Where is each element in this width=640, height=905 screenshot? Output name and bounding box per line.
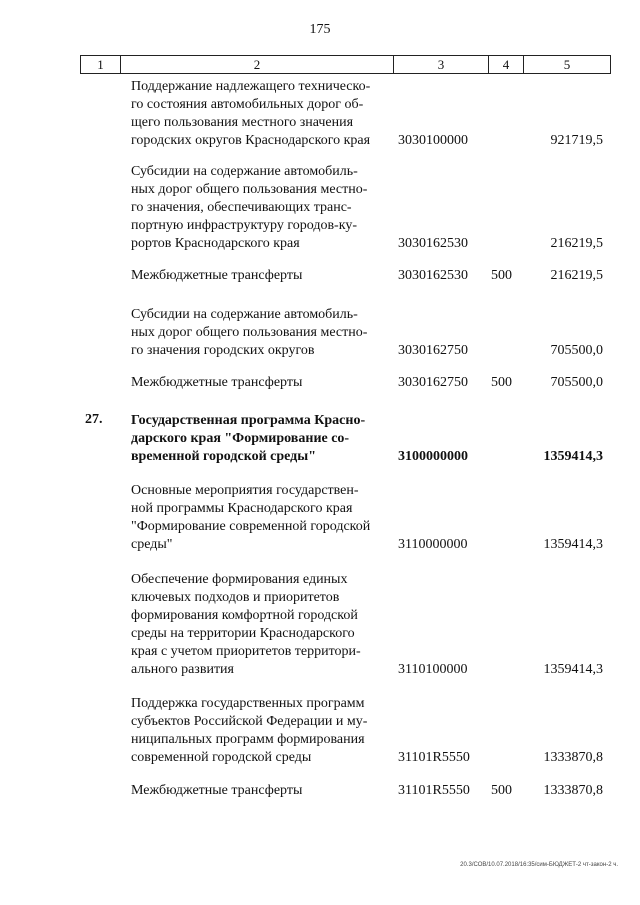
description-line: Межбюджетные трансферты	[131, 783, 303, 798]
amount: 921719,5	[550, 133, 603, 148]
target-code: 3110100000	[398, 662, 468, 677]
row-description	[131, 571, 393, 679]
amount: 1333870,8	[543, 750, 603, 765]
description-line: городских округов Краснодарского края	[131, 133, 371, 148]
row-description	[131, 695, 393, 767]
description-line: ключевых подходов и приоритетов	[131, 590, 340, 605]
description-line: субъектов Российской Федерации и му-	[131, 714, 368, 729]
amount: 705500,0	[550, 375, 603, 390]
target-code: 3030162750	[398, 343, 468, 358]
header-col-2: 2	[121, 56, 394, 73]
row-description	[131, 163, 393, 253]
header-col-5: 5	[563, 57, 571, 72]
description-line: рортов Краснодарского края	[131, 236, 300, 251]
header-col-4: 4	[489, 56, 524, 73]
amount: 705500,0	[550, 343, 603, 358]
description-line: Субсидии на содержание автомобиль-	[131, 307, 358, 322]
target-code: 3030162530	[398, 236, 468, 251]
expense-type-code: 500	[491, 783, 512, 798]
description-line: дарского края "Формирование со-	[131, 431, 350, 446]
target-code: 3030162750	[398, 375, 468, 390]
description-line: среды на территории Краснодарского	[131, 626, 355, 641]
amount: 1359414,3	[543, 449, 603, 464]
description-line: формирования комфортной городской	[131, 608, 358, 623]
description-line: Субсидии на содержание автомобиль-	[131, 164, 358, 179]
target-code: 3030100000	[398, 133, 468, 148]
expense-type-code: 500	[491, 375, 512, 390]
expense-type-code: 500	[491, 268, 512, 283]
table-header	[80, 55, 611, 74]
target-code: 3110000000	[398, 537, 468, 552]
description-line: временной городской среды"	[131, 449, 316, 464]
row-description	[131, 482, 393, 554]
footer-stamp: 20.3/СОВ/10.07.2018/16:35/сим-БЮДЖЕТ-2 чт-закон-2 ч.	[460, 862, 618, 868]
description-line: ниципальных программ формирования	[131, 732, 365, 747]
row-description	[131, 306, 393, 360]
row-description	[131, 782, 393, 800]
amount: 1359414,3	[543, 662, 603, 677]
description-line: "Формирование современной городской	[131, 519, 371, 534]
target-code: 31101R5550	[398, 783, 470, 798]
description-line: Поддержка государственных программ	[131, 696, 365, 711]
description-line: го значения, обеспечивающих транс-	[131, 200, 352, 215]
description-line: Государственная программа Красно-	[131, 413, 366, 428]
description-line: ных дорог общего пользования местно-	[131, 325, 368, 340]
description-line: Межбюджетные трансферты	[131, 268, 303, 283]
row-number: 27.	[85, 412, 103, 427]
description-line: щего пользования местного значения	[131, 115, 354, 130]
amount: 216219,5	[550, 236, 603, 251]
description-line: ных дорог общего пользования местно-	[131, 182, 368, 197]
description-line: ной программы Краснодарского края	[131, 501, 353, 516]
description-line: го значения городских округов	[131, 343, 315, 358]
description-line: портную инфраструктуру городов-ку-	[131, 218, 357, 233]
description-line: го состояния автомобильных дорог об-	[131, 97, 364, 112]
row-description	[131, 412, 393, 466]
row-description	[131, 267, 393, 285]
header-col-3: 3	[394, 56, 489, 73]
amount: 1333870,8	[543, 783, 603, 798]
target-code: 3100000000	[398, 449, 468, 464]
description-line: Основные мероприятия государствен-	[131, 483, 359, 498]
description-line: края с учетом приоритетов территори-	[131, 644, 361, 659]
description-line: среды"	[131, 537, 173, 552]
description-line: Обеспечение формирования единых	[131, 572, 348, 587]
description-line: ального развития	[131, 662, 234, 677]
row-description	[131, 78, 393, 150]
description-line: Межбюджетные трансферты	[131, 375, 303, 390]
header-col-1: 1	[81, 56, 121, 73]
row-description	[131, 374, 393, 392]
description-line: Поддержание надлежащего техническо-	[131, 79, 371, 94]
page-number: 175	[309, 22, 331, 37]
amount: 1359414,3	[543, 537, 603, 552]
amount: 216219,5	[550, 268, 603, 283]
description-line: современной городской среды	[131, 750, 312, 765]
target-code: 31101R5550	[398, 750, 470, 765]
target-code: 3030162530	[398, 268, 468, 283]
